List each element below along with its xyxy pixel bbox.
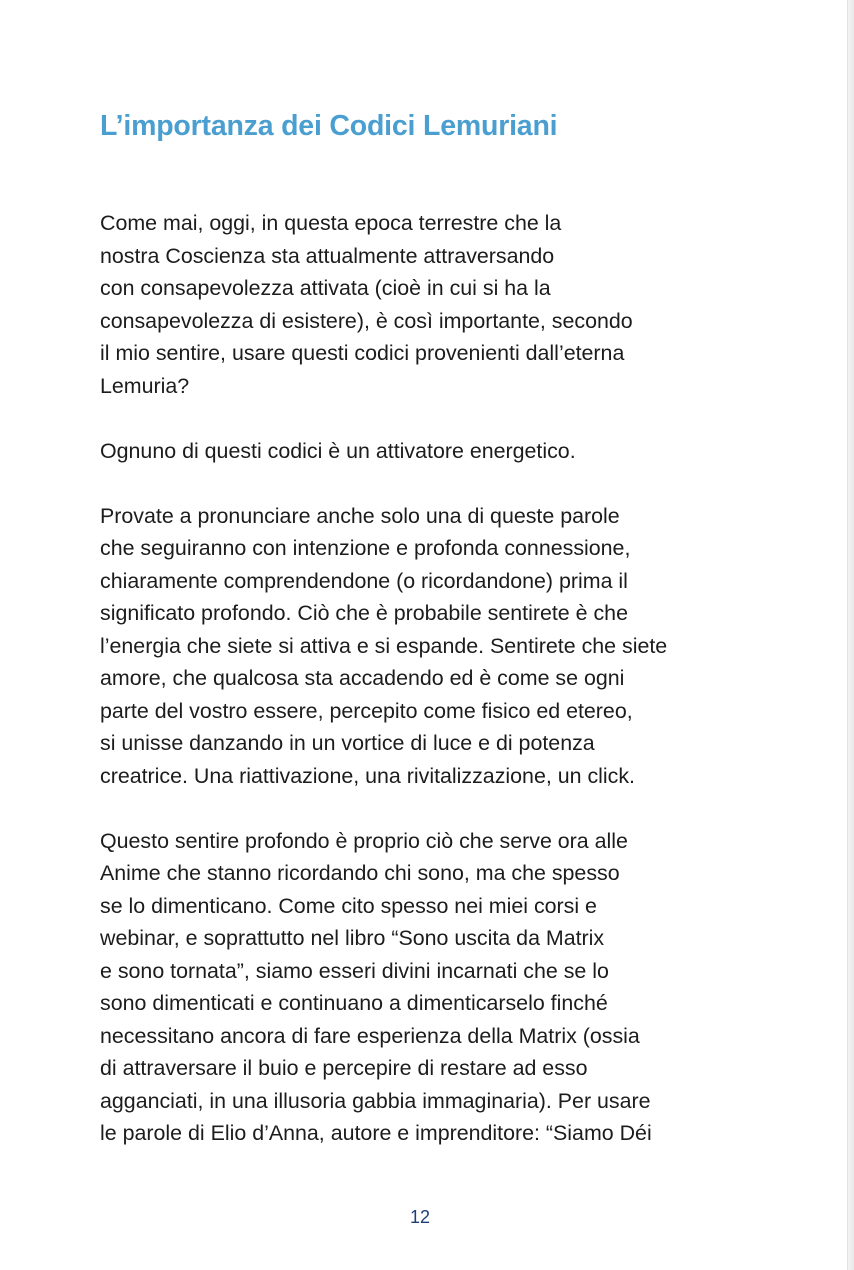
- text-line: necessitano ancora di fare esperienza della Matrix (ossia: [100, 1023, 640, 1048]
- paragraph: [100, 500, 780, 793]
- text-line: Anime che stanno ricordando chi sono, ma che spesso: [100, 861, 620, 885]
- text-line: si unisse danzando in un vortice di luce e di potenza: [100, 731, 595, 755]
- text-line: Lemuria?: [100, 373, 190, 398]
- text-line: l’energia che siete si attiva e si espande. Sentirete che siete: [100, 633, 668, 658]
- text-line: parte del vostro essere, percepito come fisico ed etereo,: [100, 698, 633, 723]
- text-line: e sono tornata”, siamo esseri divini incarnati che se lo: [100, 958, 609, 983]
- chapter-title: L’importanza dei Codici Lemuriani: [100, 110, 558, 142]
- text-line: con consapevolezza attivata (cioè in cui si ha la: [100, 276, 551, 300]
- paragraph: [100, 207, 780, 402]
- text-line: amore, che qualcosa sta accadendo ed è come se ogni: [100, 666, 625, 690]
- text-line: consapevolezza di esistere), è così importante, secondo: [100, 308, 633, 333]
- text-line: nostra Coscienza sta attualmente attraversando: [100, 243, 555, 268]
- text-line: creatrice. Una riattivazione, una rivitalizzazione, un click.: [100, 763, 635, 788]
- text-line: il mio sentire, usare questi codici provenienti dall’eterna: [100, 341, 625, 365]
- page-edge: [847, 0, 854, 1270]
- text-line: le parole di Elio d’Anna, autore e imprenditore: “Siamo Déi: [100, 1121, 652, 1145]
- text-line: sono dimenticati e continuano a dimenticarselo finché: [100, 991, 608, 1015]
- paragraph: [100, 825, 780, 1150]
- text-line: significato profondo. Ciò che è probabile sentirete è che: [100, 601, 628, 625]
- text-line: Provate a pronunciare anche solo una di queste parole: [100, 503, 620, 528]
- text-line: chiaramente comprendendone (o ricordandone) prima il: [100, 568, 628, 593]
- paragraph: [100, 435, 780, 468]
- text-line: agganciati, in una illusoria gabbia immaginaria). Per usare: [100, 1088, 651, 1113]
- chapter-body: [100, 207, 780, 1182]
- text-line: Questo sentire profondo è proprio ciò che serve ora alle: [100, 828, 628, 853]
- text-line: Ognuno di questi codici è un attivatore energetico.: [100, 438, 576, 463]
- text-line: se lo dimenticano. Come cito spesso nei miei corsi e: [100, 893, 597, 918]
- text-line: webinar, e soprattutto nel libro “Sono uscita da Matrix: [100, 926, 605, 950]
- text-line: Come mai, oggi, in questa epoca terrestre che la: [100, 211, 562, 235]
- text-line: che seguiranno con intenzione e profonda connessione,: [100, 536, 631, 560]
- text-line: di attraversare il buio e percepire di restare ad esso: [100, 1056, 588, 1080]
- page-number: 12: [409, 1207, 431, 1227]
